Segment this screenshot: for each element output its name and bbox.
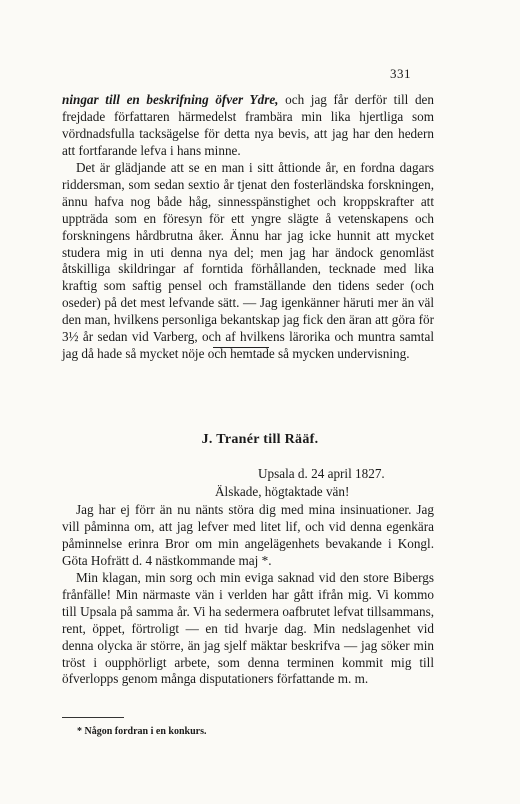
letter-heading: J. Tranér till Rääf.: [201, 432, 319, 447]
paragraph-continuation-text: och jag får derför till den frejdade författaren härmedelst frambära min lika hjertliga som vördnadsfulla tacksägelse för detta nya bevis, att jag har den hedern att fortfarande lefva i hans minne.: [62, 92, 434, 158]
footnote-rule: [62, 717, 124, 718]
page-number: 331: [390, 66, 411, 81]
footnote: * Någon fordran i en konkurs.: [77, 726, 207, 737]
letter-place-date: Upsala d. 24 april 1827.: [258, 466, 385, 481]
paragraph-tribute: Det är glädjande att se en man i sitt åttionde år, en fordna dagars riddersman, som sedan sextio år tjenat den fosterländska forskningen, ännu hafva nog både håg, sinnesspänstighet och kroppskrafter att uppträda som en föresyn för ett yngre slägte å vetenskapens och forskningens hårdbrutna åker. Ännu har jag icke hunnit att mycket studera mig in uti denna nya del; men jag har ändock genomläst åtskilliga skildringar af forntida förhållanden, tecknade med lika kraftig som saftig pensel och framställande den tidens seder (och oseder) på det mest lefvande sätt. — Jag igenkänner häruti mer än väl den man, hvilkens personliga bekantskap jag fick den äran att göra för 3½ år sedan vid Varberg, och af hvilkens lärorika och muntra samtal jag då hade så mycket nöje och hemtade så mycken undervisning.: [62, 160, 434, 361]
letter-greeting: Älskade, högtaktade vän!: [215, 484, 350, 499]
letter-paragraph-2: Min klagan, min sorg och min eviga saknad vid den store Bibergs frånfälle! Min närmaste vän i verlden har gått ifrån mig. Vi kommo till Upsala på samma år. Vi ha sedermera oafbrutet lefvat tillsammans, rent, öppet, förtroligt — en tid hvarje dag. Min nedslagenhet vid denna olycka är större, än jag sjelf mäktar beskrifva — jag söker min tröst i oupphörligt arbete, som denna terminen kommit mig till öfverlopps genom många disputationers författande m. m.: [62, 570, 434, 687]
section-divider: [213, 347, 269, 348]
letter-paragraph-1: Jag har ej förr än nu nänts störa dig med mina insinuationer. Jag vill påminna om, att jag lefver med litet lif, och vid denna egenkära påminnelse erinra Bror om min angelägenhets bevakande i Kongl. Göta Hofrätt d. 4 nästkommande maj *.: [62, 502, 434, 568]
paragraph-continuation: [62, 92, 434, 160]
italic-book-title: ningar till en beskrifning öfver Ydre,: [62, 92, 279, 107]
